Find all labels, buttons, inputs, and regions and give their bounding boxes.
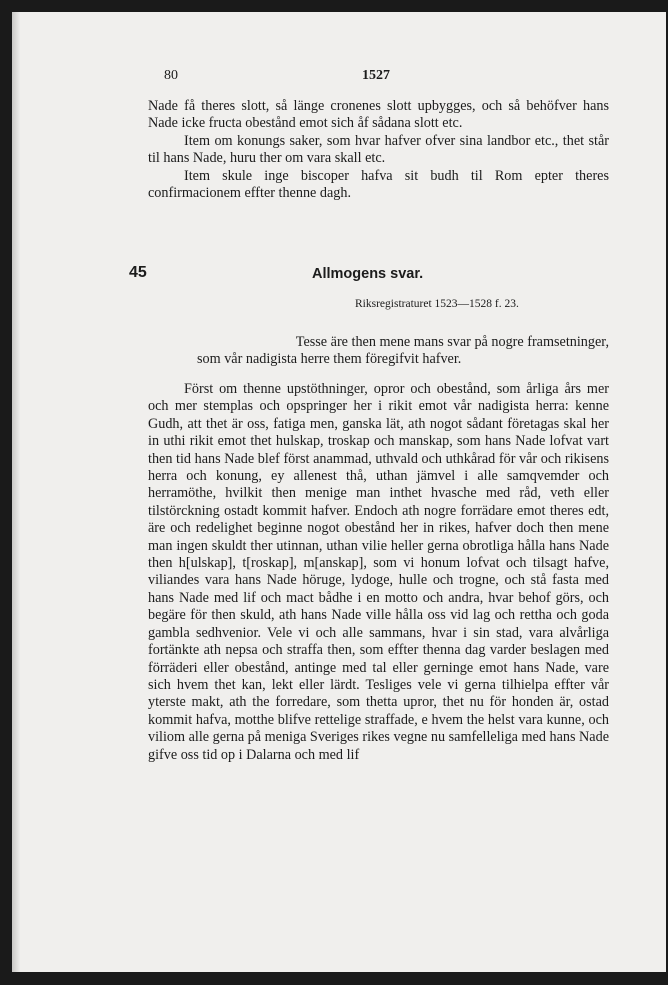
opening-text-block	[148, 98, 609, 202]
book-page	[12, 12, 666, 972]
body-paragraph: Först om thenne upstöthninger, opror och obestånd, som årliga års mer och mer stemplas och opspringer her i rikit emot vår nadigista herra: kenne Gudh, att thet är oss, fatiga men, ganska lät, ath nogot sådant företagas skal her in uthi rikit emot thet hulskap, troskap och manskap, som hans Nade lofvat vart then tid hans Nade blef först anammad, uthvald och uthkårad för vår och rikisens herra och konung, ey allenest thå, uthan jämvel i alle samqvemder och herramöthe, hvilkit then menige man inthet hvasche med råd, veth eller tilstörckning ostadt kommit hafver. Endoch ath nogre forrädare emot theres edt, äre och redelighet beginne nogot obestånd her in rikes, hafver doch then mene man ingen skuldt ther utinnan, uthan vilie heller gerna obrotliga hålla hans Nade then h[ulskap], t[roskap], m[anskap], som vi honum lofvat och tilsagt hafve, viliandes vara hans Nade höruge, lydoge, hulle och trogne, och stå fasta med hans Nade med lif och mact bådhe i en motto och andra, hvar behof görs, och begäre för then skuld, ath hans Nade ville hålla oss vid lag och rettha och goda gambla sedhvenior. Vele vi och alle sammans, hvar i sin stad, vara alvårliga fortänkte ath nepsa och straffa then, som effter thenna dag varder beslagen med förräderi eller obestånd, antinge med tal eller gerninge emot hans Nade, vare sich hvem thet kan, lekt eller lärdt. Tesliges vele vi gerna tilhielpa effter vår yterste makt, ath the forredare, som thetta upror, thet nu för honden är, ostad kommit hafva, motthe blifve rettelige straffade, e hvem the helst vara kunne, och viliom alle gerna på meniga Sveriges rikes vegne nu samfelleliga med hans Nade gifve oss tid op i Dalarna och med lif	[148, 381, 609, 763]
opening-paragraph: Item om konungs saker, som hvar hafver ofver sina landbor etc., thet står til hans Nade, huru ther om vara skall etc.	[148, 132, 609, 167]
main-text-block	[148, 381, 609, 764]
opening-paragraph: Item skule inge biscoper hafva sit budh til Rom epter theres confirmacionem effter thenne dagh.	[148, 167, 609, 202]
page-edge-shadow	[12, 12, 20, 972]
page-number: 80	[164, 68, 178, 83]
section-title: Allmogens svar.	[312, 266, 424, 282]
intro-line: Tesse äre then mene mans svar på nogre framsetninger,	[295, 334, 609, 350]
section-number: 45	[129, 264, 147, 281]
running-header-year: 1527	[362, 68, 390, 83]
section-intro	[192, 334, 609, 369]
intro-line: som vår nadigista herre them föregifvit hafver.	[197, 351, 462, 368]
source-reference: Riksregistraturet 1523—1528 f. 23.	[355, 298, 519, 310]
opening-paragraph: Nade få theres slott, så länge cronenes slott upbygges, och så behöfver hans Nade icke fructa obestånd emot sich åf sådana slott etc.	[148, 98, 609, 132]
